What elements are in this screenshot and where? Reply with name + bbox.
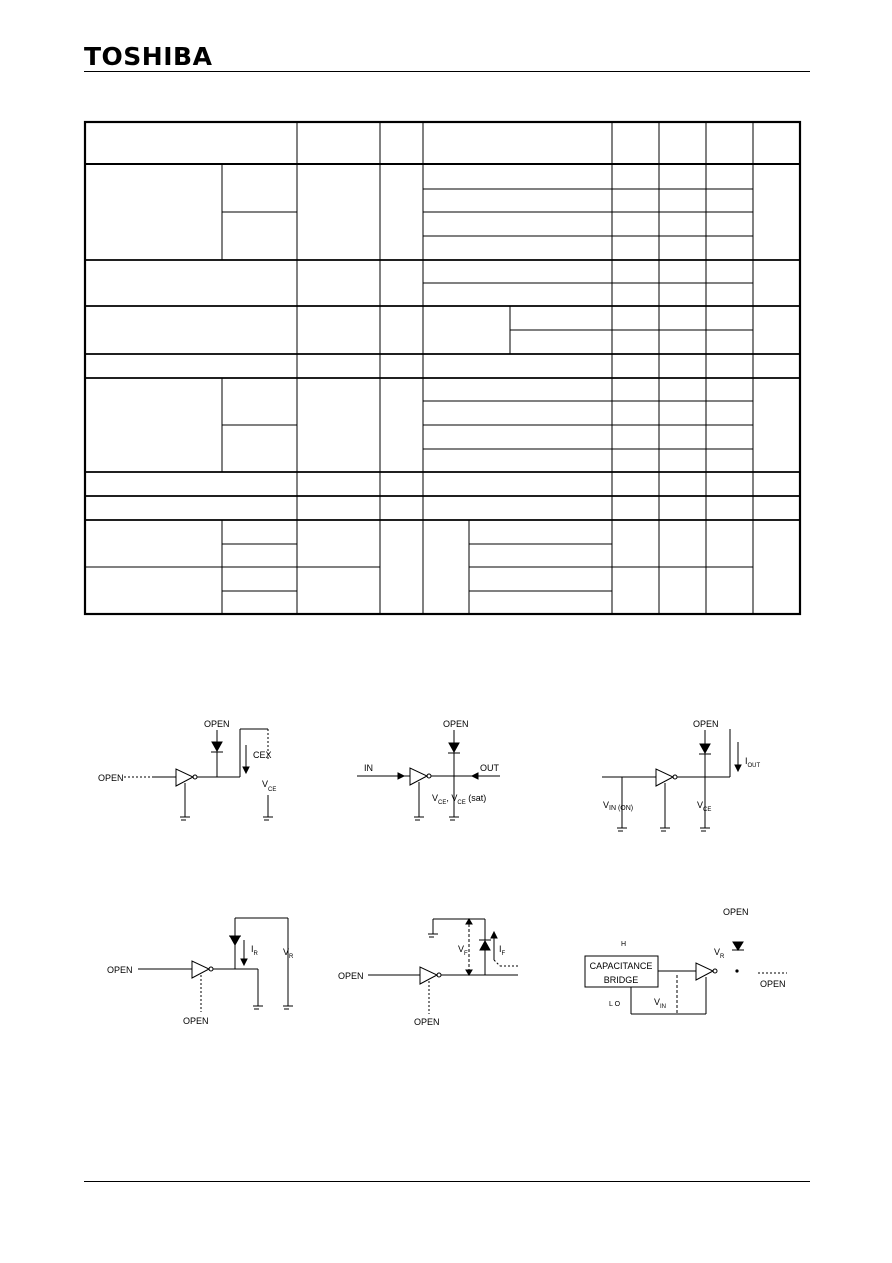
c1-vce-sub: CE [268, 787, 277, 793]
circuit-capacitance [585, 907, 787, 1014]
c6-diode-icon [733, 942, 743, 950]
c5-if: $I_F$ [499, 944, 506, 957]
c6-hi: H [621, 941, 627, 948]
c6-vr: $V_R$ [714, 947, 725, 960]
c1-vce: V [262, 779, 269, 789]
c6-bridge-line2: BRIDGE [603, 975, 639, 985]
c1-cex: CEX [253, 750, 272, 760]
c2-vce-sat-label: $V_{CE}$, $V_{CE}$ (sat) [432, 793, 487, 806]
c5-open-bot: OPEN [414, 1017, 440, 1027]
c2-open-top: OPEN [443, 719, 469, 729]
c3-vin: $V_{IN (ON)}$ [603, 800, 634, 812]
c1-diode-icon [212, 742, 222, 751]
c4-vr: $V_R$ [283, 947, 294, 960]
table-border [85, 122, 800, 614]
circuit-icex [98, 719, 276, 820]
c3-iout: $I_{OUT}$ [745, 756, 761, 769]
c4-open-in: OPEN [107, 965, 133, 975]
c3-open-top: OPEN [693, 719, 719, 729]
footer-rule [84, 1181, 810, 1182]
c4-ir: $I_R$ [251, 944, 258, 957]
circuit-vf [338, 919, 518, 1027]
c4-open-bot: OPEN [183, 1016, 209, 1026]
c6-bridge-line1: CAPACITANCE [589, 961, 653, 971]
c3-vce: $V_{CE}$ [697, 800, 712, 813]
c2-out: OUT [480, 763, 499, 773]
c5-vf: $V_F$ [458, 944, 468, 957]
c5-open-in: OPEN [338, 971, 364, 981]
c6-open-top: OPEN [723, 907, 749, 917]
toshiba-logo: TOSHIBA [84, 42, 213, 71]
c6-lo: L O [609, 1001, 621, 1008]
c6-vin: $V_{IN}$ [654, 997, 667, 1010]
c4-diode-icon [230, 936, 240, 945]
c1-open-in: OPEN [98, 773, 124, 783]
circuit-vce-sat [357, 719, 500, 820]
c1-open-top: OPEN [204, 719, 230, 729]
c3-diode-icon [700, 744, 710, 753]
circuit-vin-on [602, 719, 761, 831]
c6-open-right: OPEN [760, 979, 786, 989]
c2-in: IN [364, 763, 373, 773]
c2-diode-icon [449, 743, 459, 752]
circuit-ir [107, 918, 294, 1026]
characteristics-table [85, 122, 800, 614]
c5-diode-icon [480, 941, 490, 950]
c6-inverter-icon [696, 963, 713, 980]
